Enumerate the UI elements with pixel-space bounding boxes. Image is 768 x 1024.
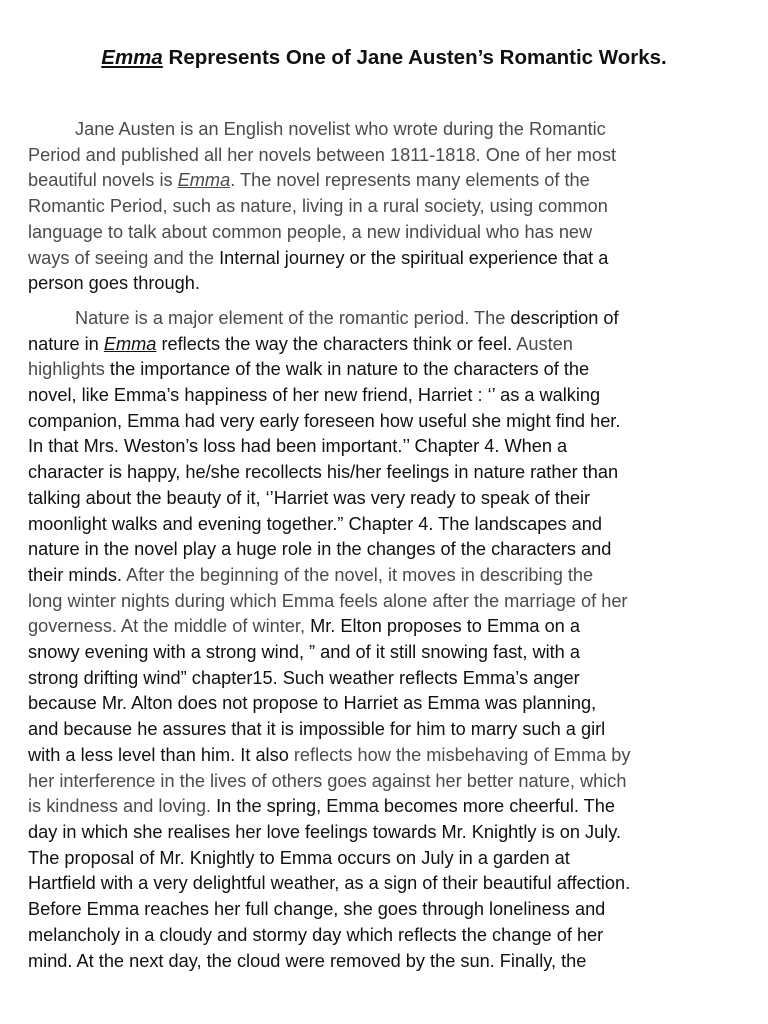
text-line: [28, 306, 740, 332]
text-line: [28, 949, 740, 975]
text-line: [28, 220, 740, 246]
text-line: [28, 271, 740, 297]
text-run: Internal journey or the spiritual experience that a: [219, 247, 609, 268]
text-line: [28, 743, 740, 769]
title-rest: Represents One of Jane Austen’s Romantic Works.: [162, 46, 667, 69]
text-run: Austen: [516, 333, 573, 354]
text-run: governess. At the middle of winter,: [28, 616, 311, 637]
text-run: After the beginning of the novel, it moves in describing the: [126, 564, 594, 585]
text-run: Before Emma reaches her full change, she goes through loneliness and: [28, 899, 606, 920]
text-run: . The novel represents many elements of the: [230, 170, 590, 191]
paragraph-2: [28, 306, 740, 974]
text-line: [28, 537, 740, 563]
text-run: the importance of the walk in nature to the characters of the: [109, 359, 590, 380]
text-run: because Mr. Alton does not propose to Harriet as Emma was planning,: [28, 693, 597, 714]
text-run: In the spring, Emma becomes more cheerful. The: [216, 796, 616, 817]
text-run: Period and published all her novels between 1811-1818. One of her most: [28, 144, 617, 165]
text-run: person goes through.: [28, 273, 200, 294]
text-run: reflects how the misbehaving of Emma by: [293, 744, 631, 765]
text-run: ways of seeing and the: [28, 247, 220, 268]
text-line: [28, 666, 740, 692]
text-line: [28, 563, 740, 589]
text-line: [28, 434, 740, 460]
document-page: [28, 0, 740, 1024]
text-run: and because he assures that it is impossible for him to marry such a girl: [28, 719, 606, 740]
text-run: mind. At the next day, the cloud were removed by the sun. Finally, the: [28, 950, 587, 971]
title-emma: Emma: [101, 46, 163, 69]
text-run: strong drifting wind” chapter15. Such weather reflects Emma’s anger: [28, 667, 580, 688]
text-run: snowy evening with a strong wind, ” and of it still snowing fast, with a: [28, 642, 580, 663]
text-line: [28, 897, 740, 923]
text-run: description of: [510, 307, 619, 328]
text-run: novel, like Emma’s happiness of her new friend, Harriet : ‘’ as a walking: [28, 385, 601, 406]
text-run: highlights: [28, 359, 110, 380]
text-run: beautiful novels is: [28, 170, 178, 191]
text-line: [28, 691, 740, 717]
text-line: [28, 871, 740, 897]
text-line: [28, 383, 740, 409]
text-line: [28, 357, 740, 383]
text-run: their minds.: [28, 564, 127, 585]
text-line: [28, 794, 740, 820]
text-line: [28, 246, 740, 272]
text-line: [28, 769, 740, 795]
text-run: her interference in the lives of others goes against her better nature, which: [28, 770, 627, 791]
text-line: [28, 117, 740, 143]
text-run: Romantic Period, such as nature, living in a rural society, using common: [28, 196, 608, 217]
text-run: melancholy in a cloudy and stormy day which reflects the change of her: [28, 924, 604, 945]
text-run: day in which she realises her love feelings towards Mr. Knightly is on July.: [28, 821, 622, 842]
text-run: The proposal of Mr. Knightly to Emma occurs on July in a garden at: [28, 847, 570, 868]
text-line: [28, 143, 740, 169]
text-run: is kindness and loving.: [28, 796, 217, 817]
text-run: long winter nights during which Emma feels alone after the marriage of her: [28, 590, 628, 611]
text-run: Mr. Elton proposes to Emma on a: [310, 616, 580, 637]
text-run: In that Mrs. Weston’s loss had been important.’’ Chapter 4. When a: [28, 436, 568, 457]
text-line: [28, 640, 740, 666]
paragraph-1: [28, 117, 740, 297]
emma-reference: Emma: [103, 333, 157, 354]
text-run: character is happy, he/she recollects his/her feelings in nature rather than: [28, 462, 619, 483]
text-run: with a less level than him. It also: [28, 744, 294, 765]
text-line: [28, 332, 740, 358]
text-run: Nature is a major element of the romantic period. The: [75, 307, 511, 328]
text-run: moonlight walks and evening together.” Chapter 4. The landscapes and: [28, 513, 602, 534]
text-line: [28, 460, 740, 486]
text-run: language to talk about common people, a new individual who has new: [28, 221, 593, 242]
document-title: [28, 44, 740, 72]
text-line: [28, 846, 740, 872]
text-run: nature in: [28, 333, 104, 354]
text-run: Hartfield with a very delightful weather, as a sign of their beautiful affection.: [28, 873, 631, 894]
text-line: [28, 589, 740, 615]
text-line: [28, 614, 740, 640]
text-run: companion, Emma had very early foreseen how useful she might find her.: [28, 410, 621, 431]
text-line: [28, 820, 740, 846]
text-run: reflects the way the characters think or feel.: [156, 333, 517, 354]
text-line: [28, 168, 740, 194]
text-line: [28, 486, 740, 512]
text-run: talking about the beauty of it, ‘’Harriet was very ready to speak of their: [28, 487, 591, 508]
text-line: [28, 717, 740, 743]
text-line: [28, 923, 740, 949]
text-line: [28, 512, 740, 538]
text-line: [28, 194, 740, 220]
emma-reference: Emma: [177, 170, 231, 191]
text-line: [28, 409, 740, 435]
text-run: Jane Austen is an English novelist who wrote during the Romantic: [75, 119, 606, 139]
text-run: nature in the novel play a huge role in the changes of the characters and: [28, 539, 612, 560]
